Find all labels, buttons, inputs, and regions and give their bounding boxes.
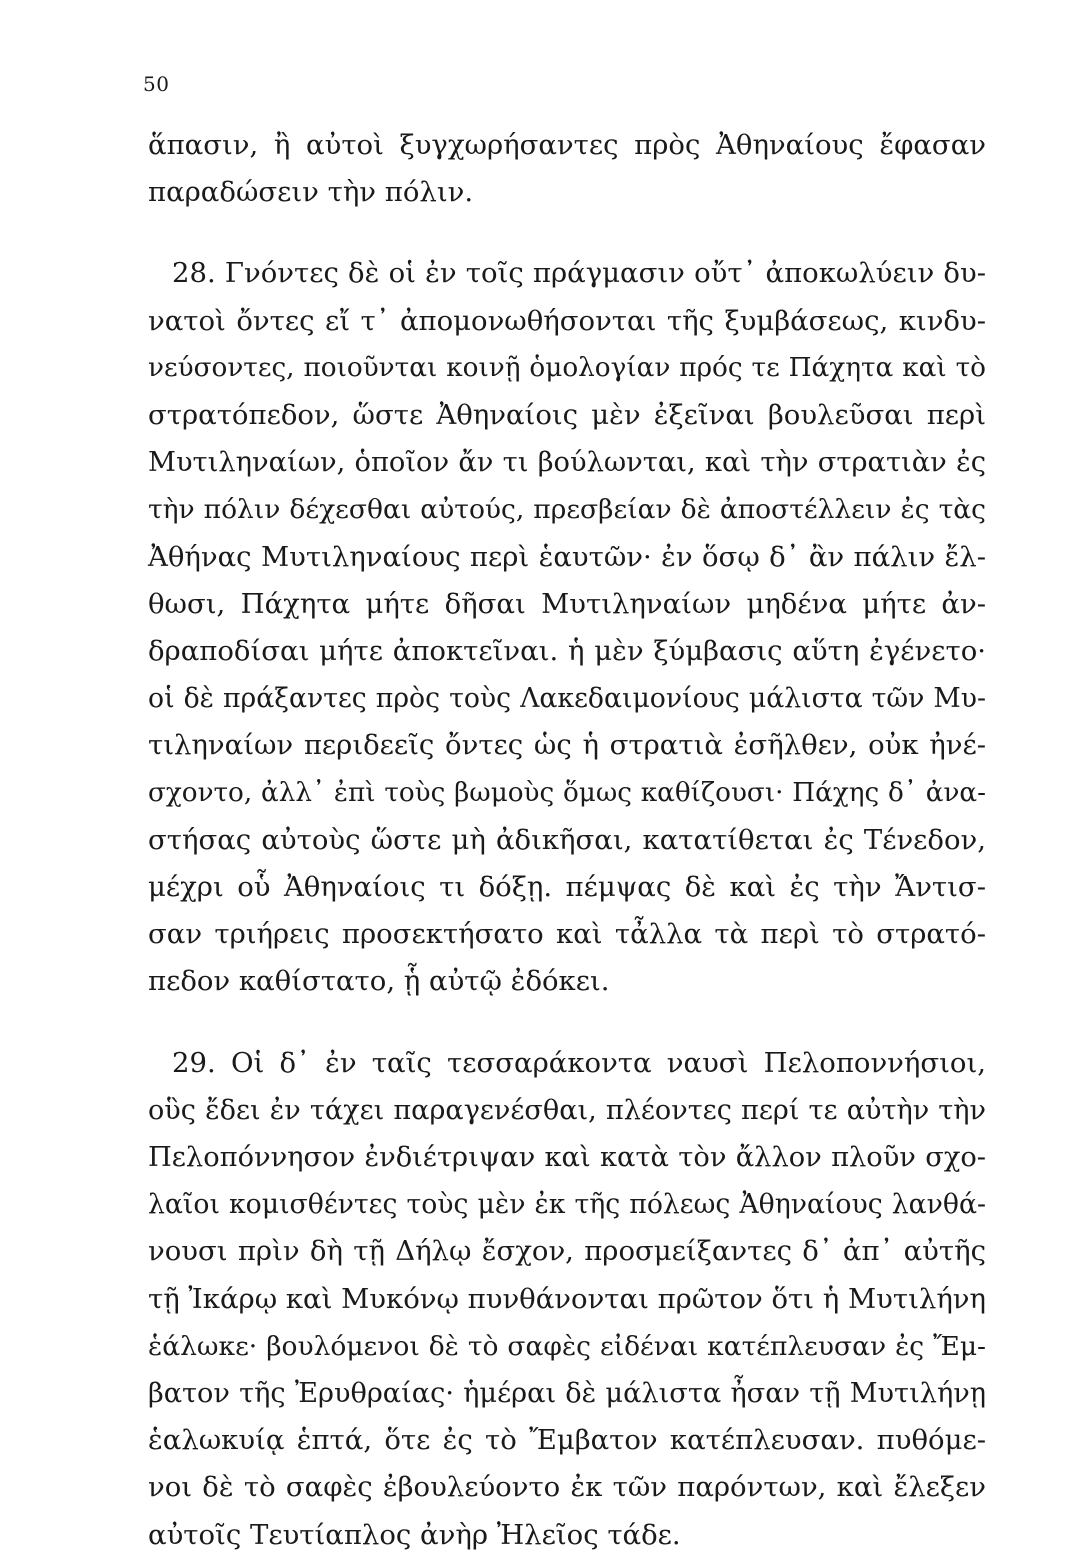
text-line: νατοὶ ὄντες εἴ τ᾽ ἀπομονωθήσονται τῆς ξυμβάσεως, κινδυ- [148, 304, 986, 337]
text-line: σαν τριήρεις προσεκτήσατο καὶ τἆλλα τὰ περὶ τὸ στρατό- [148, 918, 986, 951]
text-line: νοι δὲ τὸ σαφὲς ἐβουλεύοντο ἐκ τῶν παρόντων, καὶ ἔλεξεν [148, 1471, 986, 1504]
text-line: ἅπασιν, ἢ αὐτοὶ ξυγχωρήσαντες πρὸς Ἀθηναίους ἔφασαν [148, 129, 986, 161]
page-text [148, 122, 986, 1559]
text-line: οὓς ἔδει ἐν τάχει παραγενέσθαι, πλέοντες περί τε αὐτὴν τὴν [148, 1094, 986, 1126]
text-line: τῇ Ἰκάρῳ καὶ Μυκόνῳ πυνθάνονται πρῶτον ὅτι ἡ Μυτιλήνη [148, 1282, 986, 1315]
text-line: Μυτιληναίων, ὁποῖον ἄν τι βούλωνται, καὶ τὴν στρατιὰν ἐς [148, 447, 986, 479]
text-line: ἑάλωκε· βουλόμενοι δὲ τὸ σαφὲς εἰδέναι κατέπλευσαν ἐς Ἔμ- [148, 1330, 986, 1362]
paragraph-29 [148, 1040, 986, 1559]
text-line: παραδώσειν τὴν πόλιν. [148, 176, 474, 209]
text-line: μέχρι οὗ Ἀθηναίοις τι δόξῃ. πέμψας δὲ καὶ ἐς τὴν Ἄντισ- [148, 871, 986, 904]
text-line: αὐτοῖς Τευτίαπλος ἀνὴρ Ἠλεῖος τάδε. [148, 1518, 681, 1551]
paragraph-1 [148, 122, 986, 216]
text-line: στήσας αὐτοὺς ὥστε μὴ ἀδικῆσαι, κατατίθεται ἐς Τένεδον, [148, 823, 986, 856]
text-line: τιληναίων περιδεεῖς ὄντες ὡς ἡ στρατιὰ ἐσῆλθεν, οὐκ ἠνέ- [148, 729, 986, 762]
text-line: βατον τῆς Ἐρυθραίας· ἡμέραι δὲ μάλιστα ἦσαν τῇ Μυτιλήνῃ [148, 1378, 986, 1410]
paragraph-gap [148, 216, 986, 250]
text-line: Πελοπόννησον ἐνδιέτριψαν καὶ κατὰ τὸν ἄλλον πλοῦν σχο- [148, 1142, 986, 1174]
paragraph-gap [148, 1006, 986, 1040]
text-line: τὴν πόλιν δέχεσθαι αὐτούς, πρεσβείαν δὲ ἀποστέλλειν ἐς τὰς [148, 494, 986, 526]
text-line: στρατόπεδον, ὥστε Ἀθηναίοις μὲν ἐξεῖναι βουλεῦσαι περὶ [148, 399, 986, 432]
text-line: οἱ δὲ πράξαντες πρὸς τοὺς Λακεδαιμονίους μάλιστα τῶν Μυ- [148, 683, 986, 715]
text-line: νεύσοντες, ποιοῦνται κοινῇ ὁμολογίαν πρός τε Πάχητα καὶ τὸ [148, 352, 986, 383]
paragraph-28 [148, 250, 986, 1005]
text-line: σχοντο, ἀλλ᾽ ἐπὶ τοὺς βωμοὺς ὅμως καθίζουσι· Πάχης δ᾽ ἀνα- [148, 777, 986, 808]
text-line: θωσι, Πάχητα μήτε δῆσαι Μυτιληναίων μηδένα μήτε ἀν- [148, 587, 986, 620]
text-line: 29. Οἱ δ᾽ ἐν ταῖς τεσσαράκοντα ναυσὶ Πελοποννήσιοι, [172, 1046, 986, 1079]
text-line: νουσι πρὶν δὴ τῇ Δήλῳ ἔσχον, προσμείξαντες δ᾽ ἀπ᾽ αὐτῆς [148, 1235, 986, 1268]
text-line: πεδον καθίστατο, ᾗ αὐτῷ ἐδόκει. [148, 965, 610, 998]
page-number: 50 [143, 72, 170, 96]
text-line: 28. Γνόντες δὲ οἱ ἐν τοῖς πράγμασιν οὔτ᾽ ἀποκωλύειν δυ- [172, 257, 986, 290]
text-line: δραποδίσαι μήτε ἀποκτεῖναι. ἡ μὲν ξύμβασις αὕτη ἐγένετο· [148, 635, 986, 668]
text-line: ἑαλωκυίᾳ ἑπτά, ὅτε ἐς τὸ Ἔμβατον κατέπλευσαν. πυθόμε- [148, 1424, 986, 1457]
text-line: λαῖοι κομισθέντες τοὺς μὲν ἐκ τῆς πόλεως Ἀθηναίους λανθά- [148, 1189, 986, 1221]
text-line: Ἀθήνας Μυτιληναίους περὶ ἑαυτῶν· ἐν ὅσῳ δ᾽ ἂν πάλιν ἔλ- [148, 540, 986, 573]
